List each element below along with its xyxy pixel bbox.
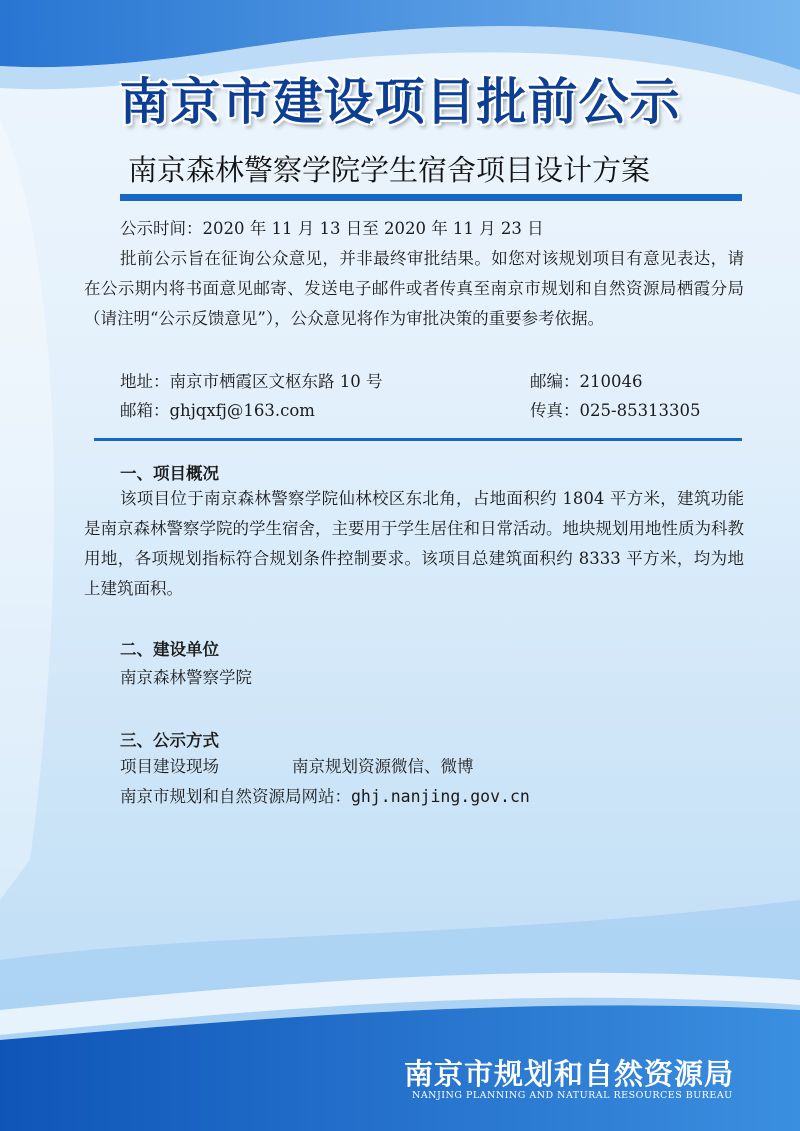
section-divider xyxy=(94,438,742,441)
website-url: ghj.nanjing.gov.cn xyxy=(351,787,530,806)
section-heading-methods: 三、公示方式 xyxy=(120,731,219,750)
project-subtitle: 南京森林警察学院学生宿舍项目设计方案 xyxy=(128,153,651,187)
method-website xyxy=(120,786,530,808)
section-heading-builder: 二、建设单位 xyxy=(120,640,219,659)
contact-email: 邮箱：ghjqxfj@163.com xyxy=(120,401,315,420)
section-heading-overview: 一、项目概况 xyxy=(120,464,219,483)
section-body-builder: 南京森林警察学院 xyxy=(120,668,252,687)
title-divider xyxy=(120,194,742,201)
left-swoosh xyxy=(0,120,54,900)
notice-intro: 批前公示旨在征询公众意见，并非最终审批结果。如您对该规划项目有意见表达，请在公示期内将书面意见邮寄、发送电子邮件或者传真至南京市规划和自然资源局栖霞分局（请注明“公示反馈意见”），公众意见将作为审批决策的重要参考依据。 xyxy=(84,249,744,328)
contact-fax: 传真：025-85313305 xyxy=(530,401,701,420)
footer-org-name: 南京市规划和自然资源局 xyxy=(404,1057,735,1091)
method-site: 项目建设现场 xyxy=(120,757,219,776)
notice-period: 公示时间：2020 年 11 月 13 日至 2020 年 11 月 23 日 xyxy=(120,219,544,238)
page-title: 南京市建设项目批前公示 xyxy=(119,73,681,131)
contact-postcode: 邮编：210046 xyxy=(530,372,643,391)
method-wechat-weibo: 南京规划资源微信、微博 xyxy=(292,757,474,776)
website-label: 南京市规划和自然资源局网站： xyxy=(120,787,351,806)
footer-org-name-en: NANJING PLANNING AND NATURAL RESOURCES BUREAU xyxy=(412,1090,733,1101)
section-body-overview: 该项目位于南京森林警察学院仙林校区东北角，占地面积约 1804 平方米，建筑功能是南京森林警察学院的学生宿舍，主要用于学生居住和日常活动。地块规划用地性质为科教用地，各项规划指标符合规划条件控制要求。该项目总建筑面积约 8333 平方米，均为地上建筑面积。 xyxy=(84,489,744,598)
contact-address: 地址：南京市栖霞区文枢东路 10 号 xyxy=(120,372,383,391)
